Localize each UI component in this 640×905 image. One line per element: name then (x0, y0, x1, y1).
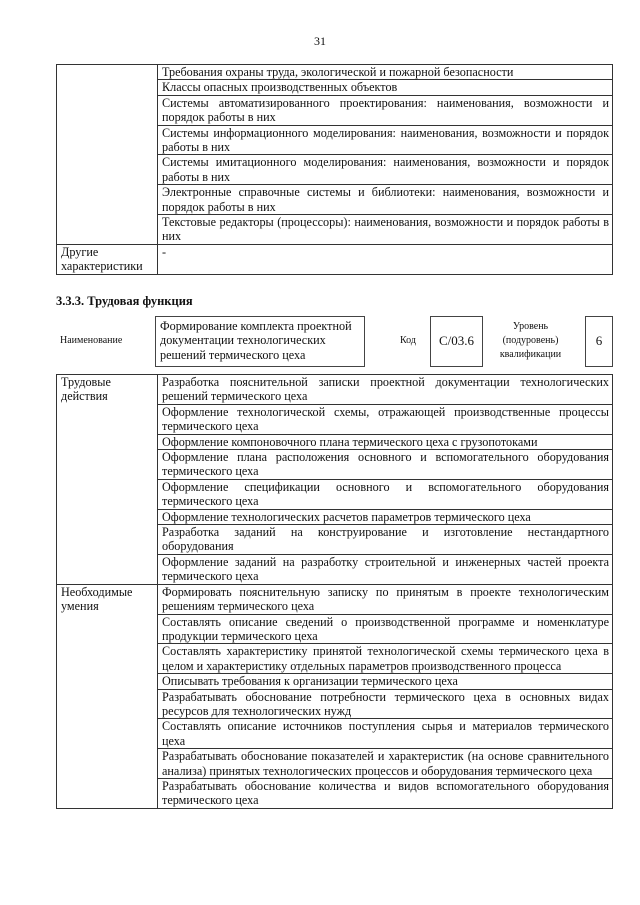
name-label: Наименование (60, 335, 123, 346)
table-cell: Оформление заданий на разработку строительной и инженерных частей проекта термического цеха (158, 554, 613, 584)
row-label: Трудовые действия (57, 375, 158, 585)
table-cell: Составлять описание источников поступления сырья и материалов термического цеха (158, 719, 613, 749)
code-value-box: C/03.6 (430, 316, 483, 367)
table-cell: Системы информационного моделирования: наименования, возможности и порядок работы в них (158, 125, 613, 155)
table-cell: Разрабатывать обоснование показателей и характеристик (на основе сравнительного анализа) принятых технологических процессов и оборудования термического цеха (158, 749, 613, 779)
level-value-box: 6 (585, 316, 613, 367)
table-row (57, 244, 613, 274)
row-label: Другие характеристики (57, 244, 158, 274)
function-table (56, 374, 613, 809)
table-cell: Системы автоматизированного проектирования: наименования, возможности и порядок работы в них (158, 95, 613, 125)
table-cell: Разработка заданий на конструирование и изготовление нестандартного оборудования (158, 525, 613, 555)
table-cell: Классы опасных производственных объектов (158, 80, 613, 95)
table-cell: Текстовые редакторы (процессоры): наименования, возможности и порядок работы в них (158, 215, 613, 245)
table-cell: Описывать требования к организации термического цеха (158, 674, 613, 689)
table-cell: Системы имитационного моделирования: наименования, возможности и порядок работы в них (158, 155, 613, 185)
code-label: Код (400, 335, 416, 346)
table-cell: Оформление технологических расчетов параметров термического цеха (158, 509, 613, 524)
table-row (57, 584, 613, 614)
page-number: 31 (314, 34, 326, 48)
table-cell: - (158, 244, 613, 274)
table-cell: Оформление технологической схемы, отражающей производственные процессы термического цеха (158, 404, 613, 434)
table-row (57, 65, 613, 80)
table-cell: Составлять характеристику принятой технологической схемы термического цеха в целом и характеристику отдельных параметров производственного процесса (158, 644, 613, 674)
table-cell: Требования охраны труда, экологической и пожарной безопасности (158, 65, 613, 80)
table-cell: Разрабатывать обоснование потребности термического цеха в основных видах ресурсов для технологических нужд (158, 689, 613, 719)
table-cell: Формировать пояснительную записку по принятым в проекте технологическим решениям термического цеха (158, 584, 613, 614)
table-cell: Составлять описание сведений о производственной программе и номенклатуре продукции термического цеха (158, 614, 613, 644)
name-value-box: Формирование комплекта проектной документации технологических решений термического цеха (155, 316, 365, 367)
table-cell: Оформление спецификации основного и вспомогательного оборудования термического цеха (158, 479, 613, 509)
table-cell: Разработка пояснительной записки проектной документации технологических решений термического цеха (158, 375, 613, 405)
table-cell: Оформление плана расположения основного и вспомогательного оборудования термического цеха (158, 450, 613, 480)
row-label (57, 65, 158, 245)
knowledge-table (56, 64, 613, 275)
table-cell: Электронные справочные системы и библиотеки: наименования, возможности и порядок работы в них (158, 185, 613, 215)
table-cell: Разрабатывать обоснование количества и видов вспомогательного оборудования термического цеха (158, 778, 613, 808)
row-label: Необходимые умения (57, 584, 158, 808)
table-cell: Оформление компоновочного плана термического цеха с грузопотоками (158, 434, 613, 449)
section-title: 3.3.3. Трудовая функция (56, 294, 193, 308)
table-row (57, 375, 613, 405)
level-label: Уровень (подуровень) квалификации (499, 321, 562, 360)
